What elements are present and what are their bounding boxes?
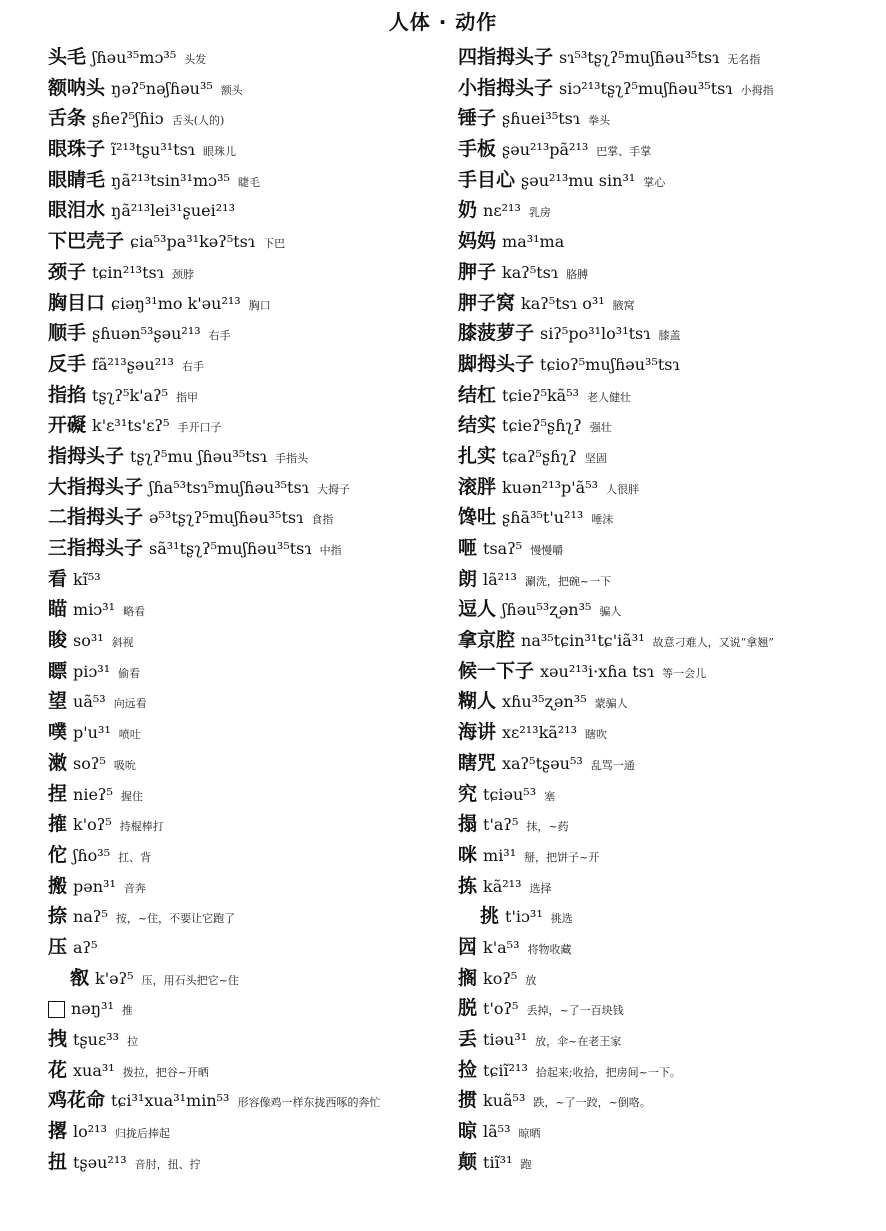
entry-pronunciation: tɕioʔ⁵muʃɦəu³⁵tsɿ bbox=[540, 354, 680, 374]
entry-gloss: 按，~住，不要让它跑了 bbox=[115, 912, 236, 926]
entry-gloss: 推 bbox=[121, 1004, 133, 1018]
dictionary-entry bbox=[48, 165, 468, 196]
dictionary-entry bbox=[48, 686, 468, 717]
entry-headword: 眼泪水 bbox=[48, 199, 106, 222]
entry-pronunciation: tɕieʔ⁵kã⁵³ bbox=[502, 385, 580, 405]
dictionary-entry bbox=[458, 349, 878, 380]
entry-pronunciation: xaʔ⁵tʂəu⁵³ bbox=[502, 753, 583, 773]
entry-headword: 挑 bbox=[480, 905, 500, 928]
entry-headword: 大指拇头子 bbox=[48, 475, 144, 498]
dictionary-entry bbox=[458, 871, 878, 902]
entry-headword: 二指拇头子 bbox=[48, 506, 144, 529]
dictionary-entry bbox=[48, 779, 468, 810]
entry-pronunciation: na³⁵tɕin³¹tɕ'iã³¹ bbox=[521, 631, 645, 651]
entry-pronunciation: ʃɦa⁵³tsɿ⁵muʃɦəu³⁵tsɿ bbox=[149, 477, 309, 497]
dictionary-entry bbox=[48, 502, 468, 533]
entry-pronunciation: tɕin²¹³tsɿ bbox=[92, 262, 164, 282]
dictionary-entry bbox=[458, 1116, 878, 1147]
dictionary-entry bbox=[48, 410, 468, 441]
entry-gloss: 涮洗，把碗~一下 bbox=[524, 574, 612, 588]
entry-pronunciation: ʃɦəu³⁵mɔ³⁵ bbox=[92, 48, 177, 67]
dictionary-entry bbox=[458, 257, 878, 288]
entry-pronunciation: xɛ²¹³kã²¹³ bbox=[502, 723, 578, 743]
entry-gloss: 挑选 bbox=[550, 912, 573, 926]
entry-pronunciation: mi³¹ bbox=[483, 845, 517, 865]
entry-pronunciation: so³¹ bbox=[73, 631, 104, 651]
dictionary-entry bbox=[458, 533, 878, 564]
entry-pronunciation: siʔ⁵po³¹lo³¹tsɿ bbox=[540, 324, 651, 344]
entry-pronunciation: t'aʔ⁵ bbox=[483, 815, 519, 835]
entry-gloss: 巴掌、手掌 bbox=[596, 145, 652, 159]
entry-gloss: 眼珠儿 bbox=[203, 145, 237, 159]
dictionary-entry bbox=[458, 625, 878, 656]
dictionary-entry bbox=[458, 441, 878, 472]
entry-gloss: 选择 bbox=[529, 881, 552, 895]
entry-pronunciation: nɛ²¹³ bbox=[483, 201, 521, 221]
entry-gloss: 略看 bbox=[123, 605, 146, 619]
entry-pronunciation: ʃɦəu⁵³ʐən³⁵ bbox=[502, 600, 592, 620]
entry-headword: 额呐头 bbox=[48, 76, 106, 99]
entry-headword: 顺手 bbox=[48, 322, 87, 345]
entry-pronunciation: naʔ⁵ bbox=[73, 907, 108, 927]
entry-pronunciation: kuən²¹³p'ã⁵³ bbox=[502, 477, 599, 497]
dictionary-entry bbox=[48, 1147, 468, 1178]
entry-pronunciation: lo²¹³ bbox=[73, 1122, 108, 1142]
entry-pronunciation: pən³¹ bbox=[73, 876, 116, 896]
entry-pronunciation: kaʔ⁵tsɿ o³¹ bbox=[521, 293, 605, 313]
entry-headword: 滚胖 bbox=[458, 475, 497, 498]
entry-pronunciation: nəŋ³¹ bbox=[71, 999, 114, 1019]
entry-headword bbox=[48, 997, 65, 1019]
entry-pronunciation: lã²¹³ bbox=[483, 569, 517, 589]
entry-gloss: 大拇子 bbox=[316, 482, 350, 496]
entry-headword: 扎实 bbox=[458, 444, 497, 467]
entry-headword: 脱 bbox=[458, 997, 478, 1020]
entry-pronunciation: ʂɦuən⁵³ʂəu²¹³ bbox=[92, 324, 201, 344]
entry-pronunciation: ŋəʔ⁵nəʃɦəu³⁵ bbox=[111, 78, 213, 98]
entry-pronunciation: xua³¹ bbox=[73, 1060, 115, 1080]
entry-headword: 搁 bbox=[458, 966, 478, 989]
entry-headword: 指拇头子 bbox=[48, 444, 125, 467]
dictionary-entry bbox=[458, 103, 878, 134]
entry-headword: 瞎咒 bbox=[458, 751, 497, 774]
dictionary-entry bbox=[48, 594, 468, 625]
entry-headword: 捺 bbox=[48, 905, 68, 928]
dictionary-entry bbox=[48, 318, 468, 349]
entry-pronunciation: tɕiĩ²¹³ bbox=[483, 1060, 528, 1080]
entry-gloss: 喷吐 bbox=[118, 728, 141, 742]
dictionary-entry bbox=[458, 748, 878, 779]
dictionary-entry bbox=[458, 73, 878, 104]
entry-gloss: 放 bbox=[525, 973, 537, 987]
entry-gloss: 斜视 bbox=[111, 636, 134, 650]
entry-gloss: 腋窝 bbox=[612, 298, 635, 312]
entry-pronunciation: t'iɔ³¹ bbox=[505, 907, 543, 927]
entry-gloss: 膝盖 bbox=[658, 329, 681, 343]
entry-headword: 拽 bbox=[48, 1028, 68, 1050]
entry-headword: 咂 bbox=[458, 537, 478, 559]
entry-gloss: 归拢后捧起 bbox=[115, 1127, 171, 1141]
entry-gloss: 无名指 bbox=[727, 53, 761, 66]
entry-gloss: 瞎吹 bbox=[585, 728, 608, 742]
entry-pronunciation: tɕaʔ⁵ʂɦʅʔ bbox=[502, 446, 577, 466]
dictionary-entry bbox=[48, 380, 468, 411]
entry-headword: 潄 bbox=[48, 751, 68, 774]
entry-headword: 鸡花命 bbox=[48, 1089, 106, 1112]
entry-pronunciation: lã⁵³ bbox=[483, 1122, 511, 1142]
entry-gloss: 偷看 bbox=[118, 666, 141, 680]
entry-headword: 瞟 bbox=[48, 659, 68, 682]
entry-gloss: 人很胖 bbox=[606, 482, 640, 496]
dictionary-entry bbox=[48, 441, 468, 472]
entry-pronunciation: sɿ⁵³tʂʅʔ⁵muʃɦəu³⁵tsɿ bbox=[559, 48, 720, 67]
dictionary-entry bbox=[48, 901, 468, 932]
entry-pronunciation: kaʔ⁵tsɿ bbox=[502, 262, 559, 282]
dictionary-entry bbox=[458, 42, 878, 73]
dictionary-entry bbox=[48, 717, 468, 748]
dictionary-entry bbox=[458, 779, 878, 810]
entry-headword: 结实 bbox=[458, 414, 497, 437]
entry-headword: 搉 bbox=[48, 813, 68, 836]
page-title: 人体 · 动作 bbox=[388, 10, 498, 34]
entry-headword: 逗人 bbox=[458, 598, 497, 621]
entry-pronunciation: ɕiəŋ³¹mo k'əu²¹³ bbox=[111, 293, 241, 313]
entry-pronunciation: siɔ²¹³tʂʅʔ⁵muʃɦəu³⁵tsɿ bbox=[559, 78, 733, 98]
entry-gloss: 压，用石头把它~住 bbox=[141, 973, 239, 987]
dictionary-entry bbox=[458, 717, 878, 748]
dictionary-entry bbox=[48, 871, 468, 902]
entry-gloss: 晾晒 bbox=[518, 1127, 541, 1141]
dictionary-entry bbox=[458, 1024, 878, 1055]
dictionary-entry bbox=[458, 1085, 878, 1116]
dictionary-entry bbox=[48, 1085, 468, 1116]
entry-pronunciation: koʔ⁵ bbox=[483, 968, 518, 988]
entry-pronunciation: ma³¹ma bbox=[502, 232, 565, 252]
entry-headword: 睃 bbox=[48, 629, 68, 652]
dictionary-entry bbox=[458, 318, 878, 349]
dictionary-entry bbox=[48, 932, 468, 963]
entry-headword: 开礙 bbox=[48, 414, 87, 437]
dictionary-entry bbox=[48, 1055, 468, 1086]
entry-headword: 拣 bbox=[458, 874, 478, 897]
entry-pronunciation: soʔ⁵ bbox=[73, 753, 106, 773]
entry-headword: 手目心 bbox=[458, 168, 516, 191]
missing-character-box-icon bbox=[48, 1001, 65, 1018]
entry-pronunciation: ĩ²¹³tʂu³¹tsɿ bbox=[111, 140, 196, 160]
entry-gloss: 掰，把饼子~开 bbox=[524, 850, 600, 864]
entry-gloss: 拾起来;收拾，把房间~一下。 bbox=[535, 1065, 681, 1079]
right-column bbox=[458, 42, 878, 1177]
dictionary-entry bbox=[48, 472, 468, 503]
entry-headword: 捡 bbox=[458, 1058, 478, 1081]
entry-headword: 撂 bbox=[48, 1120, 68, 1143]
entry-gloss: 头发 bbox=[184, 53, 207, 66]
entry-pronunciation: tiəu³¹ bbox=[483, 1030, 528, 1049]
entry-pronunciation: tɕieʔ⁵ʂɦʅʔ bbox=[502, 416, 582, 436]
entry-headword: 馋吐 bbox=[458, 506, 497, 529]
entry-gloss: 故意刁难人，又说“拿翘” bbox=[652, 636, 774, 650]
dictionary-entry bbox=[48, 349, 468, 380]
entry-pronunciation: aʔ⁵ bbox=[73, 937, 98, 957]
dictionary-entry bbox=[458, 564, 878, 595]
dictionary-entry bbox=[48, 840, 468, 871]
dictionary-entry bbox=[458, 134, 878, 165]
entry-headword: 三指拇头子 bbox=[48, 537, 144, 559]
entry-pronunciation: ʂɦuei³⁵tsɿ bbox=[502, 109, 581, 129]
entry-headword: 朗 bbox=[458, 567, 478, 590]
entry-gloss: 唾沫 bbox=[591, 513, 614, 527]
entry-gloss: 将物收藏 bbox=[527, 942, 572, 956]
entry-headword: 咪 bbox=[458, 843, 478, 866]
dictionary-entry bbox=[458, 472, 878, 503]
entry-pronunciation: ŋã²¹³lei³¹ʂuei²¹³ bbox=[111, 201, 235, 221]
entry-headword: 小指拇头子 bbox=[458, 76, 554, 99]
entry-headword: 拿京腔 bbox=[458, 629, 516, 652]
dictionary-entry bbox=[458, 656, 878, 687]
entry-pronunciation: ʂɦã³⁵t'u²¹³ bbox=[502, 508, 584, 528]
entry-pronunciation: kã²¹³ bbox=[483, 876, 522, 896]
entry-gloss: 食指 bbox=[311, 513, 334, 527]
dictionary-entry bbox=[458, 594, 878, 625]
entry-gloss: 乱骂一通 bbox=[590, 758, 635, 772]
entry-headword: 搨 bbox=[458, 813, 478, 836]
entry-pronunciation: nieʔ⁵ bbox=[73, 784, 113, 804]
dictionary-entry bbox=[458, 1055, 878, 1086]
dictionary-entry bbox=[458, 809, 878, 840]
dictionary-entry bbox=[48, 963, 468, 994]
entry-gloss: 吸吮 bbox=[113, 758, 136, 772]
entry-headword: 佗 bbox=[48, 843, 68, 866]
entry-pronunciation: tɕi³¹xua³¹min⁵³ bbox=[111, 1091, 230, 1111]
entry-gloss: 形容像鸡一样东拢西啄的奔忙 bbox=[237, 1096, 381, 1110]
entry-gloss: 右手 bbox=[208, 329, 231, 343]
entry-gloss: 中指 bbox=[319, 544, 342, 557]
left-column bbox=[48, 42, 468, 1177]
entry-gloss: 慢慢嚼 bbox=[530, 544, 564, 557]
entry-pronunciation: sã³¹tʂʅʔ⁵muʃɦəu³⁵tsɿ bbox=[149, 539, 312, 558]
entry-headword: 㕡 bbox=[70, 966, 90, 989]
entry-pronunciation: tsaʔ⁵ bbox=[483, 539, 523, 558]
entry-gloss: 小拇指 bbox=[740, 83, 774, 97]
entry-headword: 妈妈 bbox=[458, 230, 497, 253]
entry-pronunciation: ʂɦeʔ⁵ʃɦiɔ bbox=[92, 109, 164, 129]
entry-pronunciation: k'ɛ³¹ts'ɛʔ⁵ bbox=[92, 416, 170, 436]
dictionary-entry bbox=[48, 103, 468, 134]
dictionary-entry bbox=[458, 963, 878, 994]
dictionary-entry bbox=[458, 410, 878, 441]
entry-gloss: 音肘，扭、拧 bbox=[134, 1157, 201, 1171]
entry-headword: 丢 bbox=[458, 1028, 478, 1050]
dictionary-entry bbox=[48, 1024, 468, 1055]
dictionary-entry bbox=[48, 993, 468, 1024]
entry-headword: 结杠 bbox=[458, 383, 497, 406]
dictionary-entry bbox=[458, 380, 878, 411]
entry-headword: 花 bbox=[48, 1058, 68, 1081]
entry-gloss: 握住 bbox=[120, 789, 143, 803]
entry-headword: 手板 bbox=[458, 138, 497, 161]
entry-gloss: 跑 bbox=[520, 1157, 532, 1171]
entry-pronunciation: k'a⁵³ bbox=[483, 937, 520, 957]
entry-headword: 头毛 bbox=[48, 46, 87, 68]
entry-headword: 颈子 bbox=[48, 260, 87, 283]
dictionary-entry bbox=[48, 257, 468, 288]
entry-headword: 看 bbox=[48, 567, 68, 590]
entry-gloss: 放，伞~在老王家 bbox=[535, 1035, 622, 1048]
entry-pronunciation: tiĩ³¹ bbox=[483, 1152, 513, 1172]
entry-pronunciation: piɔ³¹ bbox=[73, 661, 111, 681]
dictionary-entry bbox=[458, 901, 878, 932]
entry-gloss: 音奔 bbox=[123, 881, 146, 895]
dictionary-entry bbox=[48, 226, 468, 257]
entry-pronunciation: tʂʅʔ⁵mu ʃɦəu³⁵tsɿ bbox=[130, 446, 268, 466]
entry-headword: 捏 bbox=[48, 782, 68, 805]
entry-headword: 脚拇头子 bbox=[458, 352, 535, 375]
entry-headword: 胛子 bbox=[458, 260, 497, 283]
dictionary-entry bbox=[458, 195, 878, 226]
dictionary-entry bbox=[458, 165, 878, 196]
entry-pronunciation: p'u³¹ bbox=[73, 723, 111, 743]
entry-headword: 四指拇头子 bbox=[458, 46, 554, 68]
entry-gloss: 颈脖 bbox=[171, 267, 194, 281]
dictionary-entry bbox=[48, 748, 468, 779]
entry-gloss: 胸口 bbox=[248, 298, 271, 312]
dictionary-entry bbox=[458, 840, 878, 871]
entry-headword: 噗 bbox=[48, 721, 68, 744]
entry-pronunciation: tʂəu²¹³ bbox=[73, 1152, 127, 1172]
entry-gloss: 指甲 bbox=[176, 390, 199, 404]
entry-pronunciation: ʃɦo³⁵ bbox=[73, 845, 111, 865]
entry-gloss: 塞 bbox=[544, 789, 556, 803]
entry-headword: 压 bbox=[48, 935, 68, 958]
entry-gloss: 持棍棒打 bbox=[119, 820, 164, 834]
dictionary-entry bbox=[458, 686, 878, 717]
entry-gloss: 向远看 bbox=[113, 697, 147, 711]
entry-headword: 扭 bbox=[48, 1150, 68, 1173]
entry-gloss: 睫毛 bbox=[237, 175, 260, 189]
entry-gloss: 抹，~药 bbox=[526, 820, 569, 834]
entry-gloss: 拳头 bbox=[588, 114, 611, 128]
dictionary-entry bbox=[48, 195, 468, 226]
entry-headword: 反手 bbox=[48, 352, 87, 375]
dictionary-entry bbox=[48, 625, 468, 656]
entry-headword: 胛子窝 bbox=[458, 291, 516, 314]
dictionary-entry bbox=[458, 932, 878, 963]
dictionary-entry bbox=[48, 42, 468, 73]
entry-gloss: 蒙骗人 bbox=[594, 697, 628, 711]
entry-pronunciation: ə⁵³tʂʅʔ⁵muʃɦəu³⁵tsɿ bbox=[149, 508, 304, 528]
entry-headword: 奶 bbox=[458, 199, 478, 222]
dictionary-entry bbox=[458, 502, 878, 533]
entry-pronunciation: tʂʅʔ⁵k'aʔ⁵ bbox=[92, 385, 169, 405]
entry-headword: 瞄 bbox=[48, 598, 68, 621]
entry-gloss: 下巴 bbox=[263, 237, 286, 251]
entry-headword: 胸目口 bbox=[48, 291, 106, 314]
entry-headword: 搬 bbox=[48, 874, 68, 897]
dictionary-entry bbox=[48, 288, 468, 319]
entry-pronunciation: fã²¹³ʂəu²¹³ bbox=[92, 354, 174, 374]
entry-pronunciation: uã⁵³ bbox=[73, 692, 106, 712]
entry-gloss: 坚固 bbox=[584, 451, 607, 465]
entry-pronunciation: ʂəu²¹³pã²¹³ bbox=[502, 140, 589, 160]
entry-gloss: 胳膊 bbox=[566, 267, 589, 281]
dictionary-entry bbox=[458, 993, 878, 1024]
entry-headword: 眼睛毛 bbox=[48, 168, 106, 191]
entry-pronunciation: tɕiəu⁵³ bbox=[483, 784, 537, 804]
entry-pronunciation: ŋã²¹³tsin³¹mɔ³⁵ bbox=[111, 170, 230, 190]
dictionary-entry bbox=[458, 288, 878, 319]
entry-headword: 究 bbox=[458, 782, 478, 805]
entry-pronunciation: k'oʔ⁵ bbox=[73, 815, 112, 835]
entry-headword: 糊人 bbox=[458, 690, 497, 713]
entry-headword: 望 bbox=[48, 690, 68, 713]
dictionary-entry bbox=[48, 73, 468, 104]
entry-headword: 掼 bbox=[458, 1089, 478, 1112]
entry-gloss: 手开口子 bbox=[177, 421, 222, 435]
entry-gloss: 等一会儿 bbox=[662, 666, 707, 680]
entry-gloss: 扛、背 bbox=[118, 850, 152, 864]
entry-gloss: 骗人 bbox=[599, 605, 622, 619]
entry-pronunciation: xɦu³⁵ʐən³⁵ bbox=[502, 692, 587, 712]
entry-headword: 晾 bbox=[458, 1120, 478, 1143]
entry-gloss: 丢掉，~了一百块钱 bbox=[526, 1004, 624, 1018]
entry-pronunciation: xəu²¹³i·xɦa tsɿ bbox=[540, 661, 655, 681]
entry-headword: 颠 bbox=[458, 1150, 478, 1173]
dictionary-entry bbox=[458, 226, 878, 257]
entry-pronunciation: kuã⁵³ bbox=[483, 1091, 526, 1111]
entry-headword: 海讲 bbox=[458, 721, 497, 744]
entry-gloss: 跌，~了一跤，~倒咯。 bbox=[533, 1096, 651, 1110]
dictionary-entry bbox=[458, 1147, 878, 1178]
entry-headword: 舌条 bbox=[48, 107, 87, 130]
entry-pronunciation: ʂəu²¹³mu sin³¹ bbox=[521, 170, 636, 190]
entry-gloss: 老人健壮 bbox=[587, 390, 632, 404]
dictionary-entry bbox=[48, 564, 468, 595]
entry-gloss: 额头 bbox=[220, 83, 243, 97]
dictionary-entry bbox=[48, 1116, 468, 1147]
entry-gloss: 强壮 bbox=[589, 421, 612, 435]
entry-pronunciation: ɕia⁵³pa³¹kəʔ⁵tsɿ bbox=[130, 232, 256, 252]
entry-gloss: 掌心 bbox=[643, 175, 666, 189]
entry-pronunciation: t'oʔ⁵ bbox=[483, 999, 519, 1019]
entry-headword: 眼珠子 bbox=[48, 138, 106, 161]
dictionary-entry bbox=[48, 134, 468, 165]
entry-headword: 候一下子 bbox=[458, 659, 535, 682]
entry-pronunciation: k'əʔ⁵ bbox=[95, 968, 134, 988]
entry-headword: 囥 bbox=[458, 935, 478, 958]
entry-gloss: 舌头(人的) bbox=[171, 114, 225, 128]
entry-headword: 膝菠萝子 bbox=[458, 322, 535, 345]
entry-gloss: 手指头 bbox=[275, 451, 309, 465]
entry-pronunciation: kĩ⁵³ bbox=[73, 569, 101, 589]
entry-gloss: 拉 bbox=[127, 1035, 139, 1048]
dictionary-entry bbox=[48, 809, 468, 840]
entry-gloss: 乳房 bbox=[528, 206, 551, 220]
entry-pronunciation: tʂuɛ³³ bbox=[73, 1030, 120, 1049]
entry-headword: 锤子 bbox=[458, 107, 497, 130]
entry-pronunciation: miɔ³¹ bbox=[73, 600, 116, 620]
dictionary-entry bbox=[48, 656, 468, 687]
dictionary-entry bbox=[48, 533, 468, 564]
entry-gloss: 拨拉，把谷~开晒 bbox=[122, 1065, 209, 1079]
entry-gloss: 右手 bbox=[181, 359, 204, 373]
entry-headword: 下巴壳子 bbox=[48, 230, 125, 253]
entry-headword: 指掐 bbox=[48, 383, 87, 406]
